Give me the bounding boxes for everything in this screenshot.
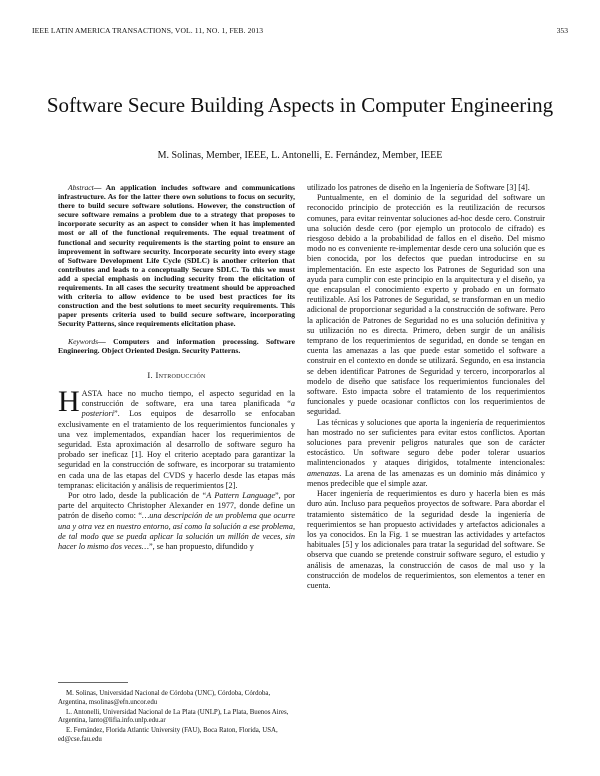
abstract (58, 183, 295, 329)
footnote: M. Solinas, Universidad Nacional de Córdoba (UNC), Córdoba, Córdoba, Argentina, msolinas@efn.uncor.edu (58, 690, 271, 706)
keywords-label: Keywords (68, 336, 99, 346)
right-paragraph-1: Puntualmente, en el dominio de la seguridad del software un reconocido principio de protección es la reutilización de recursos comunes, para evitar reinventar soluciones ad-hoc desde cero. Construir una solución desde cero (por ejemplo un protocolo de cifrado) es riesgoso debido a la probabilidad de fallos en el diseño. Del mismo modo no es conveniente re-implementar desde cero una solución que es bien conocida, por los defectos que puedan introducirse en su implementación. En este aspecto los Patrones de Seguridad son una ayuda para cumplir con este principio en la arquitectura y el diseño, ya que encapsulan el conocimiento experto y probado en un formato reutilizable. Así los Patrones de Seguridad, se transforman en un medio adicional de proporcionar seguridad a la construcción de software. Pero la aplicación de Patrones de Seguridad no es una solución definitiva y su utilización no es directa. Primero, deben surgir de un análisis temprano de los requerimientos de seguridad, en donde se tengan en cuenta las amenazas a las que puede estar sometido el software a construir en el contexto en donde se utilizará. Segundo, en esa instancia se deben identificar Patrones de Seguridad y tercero, incorporarlos al modelo de diseño que satisface los requerimientos funcionales del software. Esto impacta sobre el tratamiento de los requerimientos funcionales y puede ocasionar conflictos con los requerimientos de seguridad. (307, 193, 545, 417)
rp2-italic: amenazas (307, 468, 340, 478)
p2-text-c: ”, se han propuesto, difundido y (148, 541, 254, 551)
p2-text-a: Por otro lado, desde la publicación de “ (68, 490, 207, 500)
abstract-text: — An application includes software and communications infrastructure. As for the latter there own solutions to focus on security, there to build secure software solutions. However, the construction of secure software remains a problem due to a strategy that proposes to incorporate security as an aspect to consider when it has implemented most or all of the functional requirements. The equal treatment of functional and security requirements is the starting point to ensure an improvement in software security. Incorporate security into every stage of Software Development Life Cycle (SDLC) is another criterion that contributes and leads to a conceptually Secure SDLC. To this we must add a special emphasis on including security from the elicitation of requirements. In all cases the security treatment should be approached with criteria to allow evidence to be used best practices for its construction and the best solutions to meet security requirements. This paper presents criteria used to build secure software, incorporating Security Patterns, since requirements elicitation phase. (58, 183, 295, 329)
right-paragraph-2 (307, 418, 545, 489)
p2-italic-title: A Pattern Language (206, 490, 276, 500)
intro-text-a: hace no mucho tiempo, el aspecto seguridad en la construcción de software, era una tarea planificada “ (81, 388, 295, 409)
p2-text-b: ”, por parte del arquitecto Christopher Alexander en 1977, donde define un patrón de diseño como: “ (58, 490, 295, 521)
right-paragraph-0: utilizado los patrones de diseño en la Ingeniería de Software [3] [4]. (307, 183, 530, 192)
abstract-label: Abstract (68, 183, 94, 192)
rp2-text-a: Las técnicas y soluciones que aporta la ingeniería de requerimientos han mostrado no ser suficientes para evitar estos conflictos. Aportan soluciones para prevenir peligros naturales que son de carácter estocástico. Un software seguro debe poder tolerar usuarios malintencionados y ataques dirigidos, totalmente intencionales: (307, 417, 545, 468)
left-column (58, 183, 295, 552)
drop-cap: H (58, 384, 80, 418)
section-heading (58, 370, 295, 380)
intro-italic: a posteriori (81, 399, 295, 419)
intro-caps: ASTA (81, 388, 103, 398)
footnotes (58, 690, 295, 746)
author-line: M. Solinas, Member, IEEE, L. Antonelli, E. Fernández, Member, IEEE (157, 150, 443, 161)
intro-paragraph-1 (58, 384, 295, 491)
intro-paragraph-2 (58, 491, 295, 552)
paper-title: Software Secure Building Aspects in Computer Engineering (46, 93, 554, 117)
footnote-rule (58, 682, 128, 683)
right-paragraph-3: Hacer ingeniería de requerimientos es duro y hacerla bien es más duro aún. Incluso para pequeños proyectos de software. Para abordar el tratamiento sistemático de la seguridad desde la ingeniería de requerimientos se han propuesto actividades y artefactos adicionales a los ya conocidos. En la Fig. 1 se muestran las actividades y artefactos habituales [5] y los adicionales para tratar la seguridad del software. Se observa que cuando se pretende construir software seguro, el estudio y análisis de amenazas, la construcción de casos de mal uso y la construcción de modelos de requerimientos, son elementos a tener en cuenta. (307, 489, 545, 590)
keywords (58, 337, 295, 355)
footnote: E. Fernández, Florida Atlantic University (FAU), Boca Raton, Florida, USA, ed@cse.fau.edu (58, 727, 278, 743)
right-column (307, 183, 545, 591)
p2-italic-quote: …una descripción de un problema que ocurre una y otra vez en nuestro entorno, así como la solución a ese problema, de tal modo que se pueda aplicar la solución un millón de veces, sin hacer lo mismo dos veces… (58, 511, 295, 551)
section-number: I. (147, 369, 154, 380)
intro-text-b: ”. Los equipos de desarrollo se enfocaban exclusivamente en el tratamiento de los requerimientos funcionales y una vez implementados, expandían hacer los requerimientos de seguridad. Esta aproximación al desarrollo de software seguro ha probado ser ineficaz [1]. Hoy el criterio aceptado para garantizar la seguridad en la construcción de software, es incorporar su tratamiento en cada una de las etapas del CVDS y hacerlo desde las etapas más tempranas: elicitación y análisis de requerimientos [2]. (58, 409, 295, 490)
rp2-text-b: . La arena de las amenazas es un dominio más dinámico y menos predecible que el simple azar. (307, 468, 545, 488)
running-head: IEEE LATIN AMERICA TRANSACTIONS, VOL. 11, NO. 1, FEB. 2013 (32, 26, 264, 35)
keywords-text: — Computers and information processing. Software Engineering. Object Oriented Design. Security Patterns. (58, 336, 295, 355)
footnote: L. Antonelli, Universidad Nacional de La Plata (UNLP), La Plata, Buenos Aires, Argentina, lanto@lifia.info.unlp.edu.ar (58, 708, 289, 725)
page-number: 353 (556, 26, 568, 35)
section-title: Introducción (155, 369, 206, 380)
